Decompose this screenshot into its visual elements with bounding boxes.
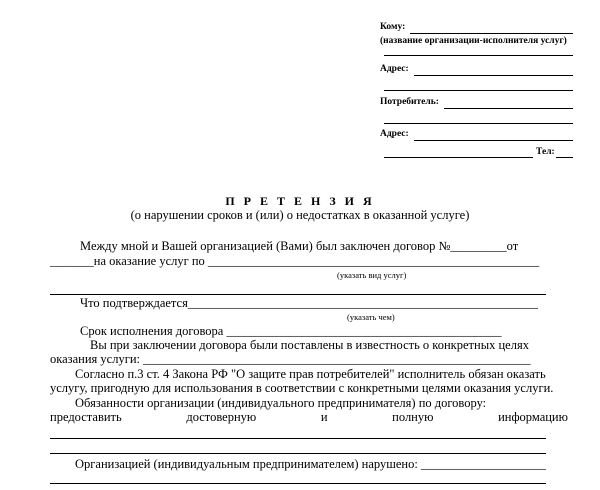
to-line bbox=[410, 33, 573, 34]
tel-label: Тел: bbox=[536, 147, 555, 157]
tel-line bbox=[556, 157, 573, 158]
paragraph-1-line-1: Между мной и Вашей организацией (Вами) был заключен договор №_________от bbox=[80, 239, 519, 253]
blank-line-2 bbox=[50, 438, 546, 439]
document-title: П Р Е Т Е Н З И Я bbox=[225, 194, 375, 208]
word-2: достоверную bbox=[186, 410, 257, 424]
word-3: и bbox=[320, 410, 328, 424]
to-hint: (название организации-исполнителя услуг) bbox=[380, 36, 567, 46]
blank-line-4 bbox=[50, 483, 546, 484]
confirm-line: Что подтверждается________________________________________________________ bbox=[80, 296, 538, 310]
word-1: предоставить bbox=[50, 410, 122, 424]
word-5: информацию bbox=[498, 410, 568, 424]
address2-label: Адрес: bbox=[380, 129, 409, 139]
document-subtitle: (о нарушении сроков и (или) о недостатках в оказанной услуге) bbox=[130, 208, 470, 222]
consumer-line bbox=[444, 108, 573, 109]
paragraph-3-line-2: услугу, пригодную для использования в соответствии с конкретными целями оказания услуги. bbox=[50, 381, 554, 395]
term-line: Срок исполнения договора ____________________________________________ bbox=[80, 324, 502, 338]
word-4: полную bbox=[392, 410, 434, 424]
to-label: Кому: bbox=[380, 22, 406, 32]
address1-label: Адрес: bbox=[380, 64, 409, 74]
address2-line bbox=[414, 140, 573, 141]
paragraph-2-line-2: оказания услуги: ______________________________________________________________ bbox=[50, 352, 531, 366]
consumer-line-2 bbox=[384, 123, 573, 124]
blank-line-3 bbox=[50, 453, 546, 454]
paragraph-4-line-2 bbox=[50, 410, 568, 424]
violated-line: Организацией (индивидуальным предпринимателем) нарушено: ____________________ bbox=[75, 457, 546, 471]
hint-what: (указать чем) bbox=[347, 312, 395, 322]
address1-line-2 bbox=[384, 90, 573, 91]
hint-service: (указать вид услуг) bbox=[337, 270, 407, 280]
paragraph-1-line-2: _______на оказание услуг по _____________________________________________________ bbox=[50, 254, 540, 268]
blank-line-1 bbox=[50, 294, 546, 295]
phone-line bbox=[384, 157, 533, 158]
to-line-2 bbox=[384, 55, 573, 56]
consumer-label: Потребитель: bbox=[380, 97, 439, 107]
paragraph-3-line-1: Согласно п.3 ст. 4 Закона РФ "О защите прав потребителей" исполнитель обязан оказать bbox=[75, 367, 546, 381]
paragraph-2-line-1: Вы при заключении договора были поставлены в известность о конкретных целях bbox=[90, 338, 529, 352]
address1-line bbox=[414, 75, 573, 76]
paragraph-4-line-1: Обязанности организации (индивидуального предпринимателя) по договору: bbox=[75, 396, 487, 410]
